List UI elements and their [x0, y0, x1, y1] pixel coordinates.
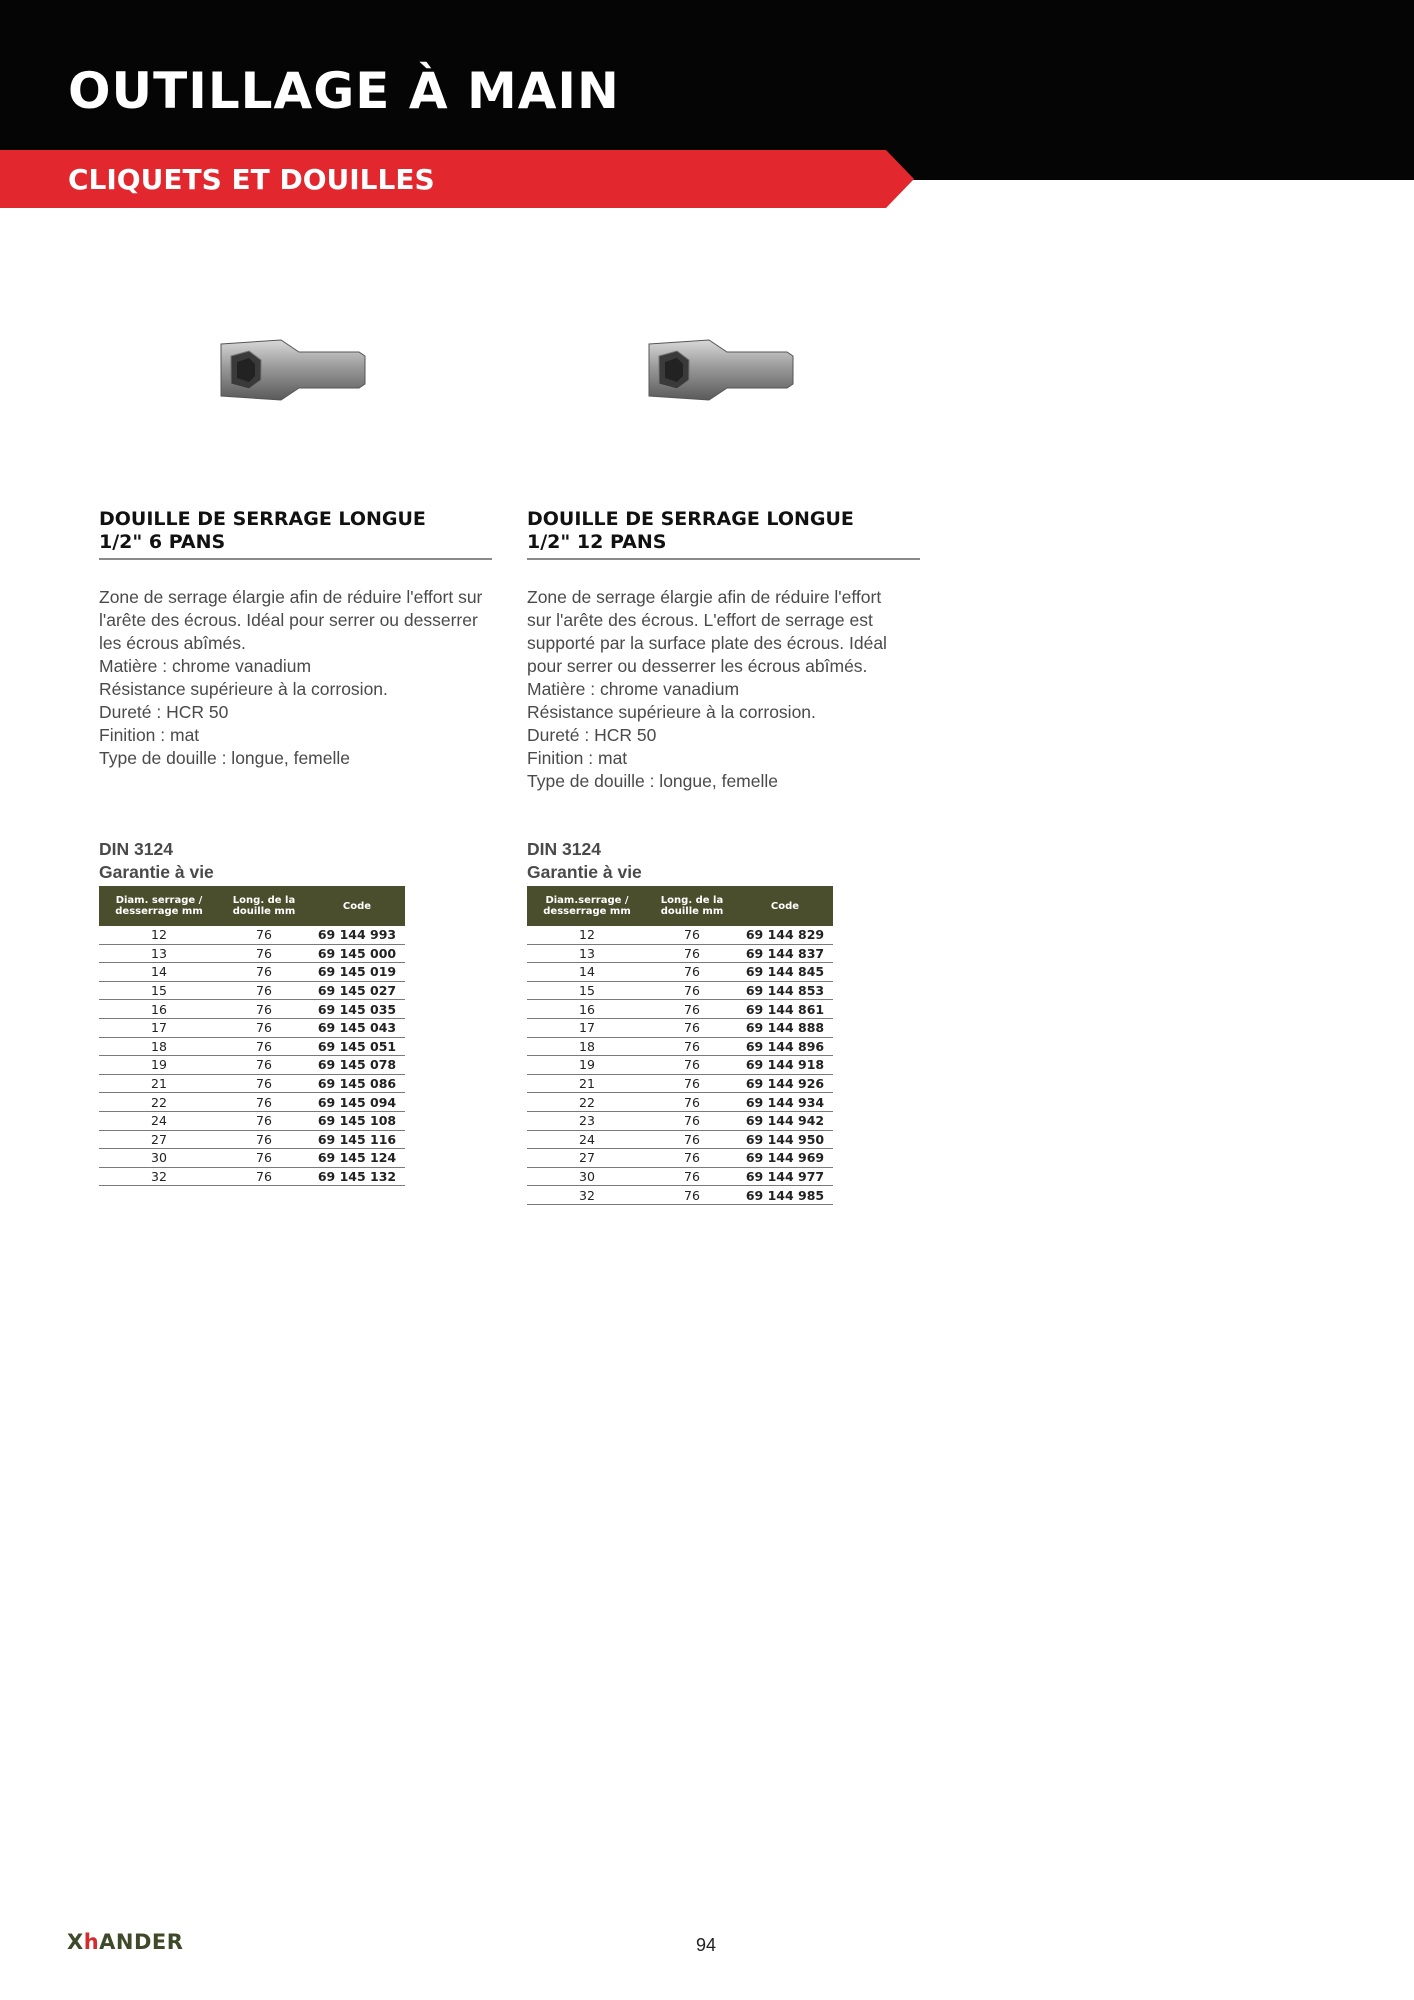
cell-length: 76	[219, 1018, 309, 1037]
cell-diameter: 30	[99, 1149, 219, 1168]
cell-diameter: 18	[527, 1037, 647, 1056]
cell-diameter: 12	[527, 926, 647, 944]
table-row	[527, 1167, 833, 1186]
table-row	[99, 1018, 405, 1037]
cell-diameter: 27	[99, 1130, 219, 1149]
cell-length: 76	[647, 1074, 737, 1093]
cell-diameter: 16	[527, 1000, 647, 1019]
table-header-row	[99, 886, 405, 926]
product-name	[527, 508, 920, 560]
cell-length: 76	[219, 1093, 309, 1112]
reference-table	[99, 886, 405, 1186]
cell-diameter: 12	[99, 926, 219, 944]
table-row	[99, 1111, 405, 1130]
cell-length: 76	[647, 1018, 737, 1037]
product-description	[99, 586, 494, 770]
cell-code: 69 145 051	[309, 1037, 405, 1056]
table-row	[99, 926, 405, 944]
column-header-code: Code	[737, 886, 833, 926]
cell-length: 76	[647, 926, 737, 944]
cell-code: 69 144 926	[737, 1074, 833, 1093]
cell-diameter: 16	[99, 1000, 219, 1019]
table-row	[99, 1037, 405, 1056]
cell-length: 76	[219, 1130, 309, 1149]
cell-length: 76	[219, 1056, 309, 1075]
page-title: OUTILLAGE À MAIN	[68, 62, 620, 120]
cell-length: 76	[647, 1037, 737, 1056]
table-row	[527, 1149, 833, 1168]
socket-12-pans-image	[637, 330, 837, 410]
description-line: l'arête des écrous. Idéal pour serrer ou desserrer	[99, 610, 478, 630]
cell-diameter: 19	[527, 1056, 647, 1075]
cell-code: 69 145 027	[309, 981, 405, 1000]
cell-diameter: 17	[99, 1018, 219, 1037]
cell-diameter: 14	[99, 963, 219, 982]
cell-code: 69 144 950	[737, 1130, 833, 1149]
table-row	[527, 1018, 833, 1037]
cell-diameter: 21	[527, 1074, 647, 1093]
table-row	[527, 981, 833, 1000]
cell-diameter: 15	[527, 981, 647, 1000]
column-header-diameter: Diam. serrage / desserrage mm	[99, 886, 219, 926]
product-name-line1: DOUILLE DE SERRAGE LONGUE	[99, 508, 426, 530]
table-row	[527, 1056, 833, 1075]
cell-code: 69 145 132	[309, 1167, 405, 1186]
description-line: Finition : mat	[527, 748, 628, 768]
cell-code: 69 145 043	[309, 1018, 405, 1037]
table-row	[527, 1037, 833, 1056]
logo-part: X	[67, 1930, 84, 1954]
column-header-length: Long. de la douille mm	[219, 886, 309, 926]
description-line: sur l'arête des écrous. L'effort de serrage est	[527, 610, 873, 630]
cell-diameter: 32	[527, 1186, 647, 1205]
cell-length: 76	[219, 944, 309, 963]
page-number: 94	[696, 1935, 717, 1955]
description-line: Zone de serrage élargie afin de réduire l'effort sur	[99, 587, 483, 607]
table-row	[527, 1130, 833, 1149]
table-row	[99, 944, 405, 963]
cell-diameter: 19	[99, 1056, 219, 1075]
cell-diameter: 14	[527, 963, 647, 982]
table-row	[99, 1093, 405, 1112]
table-row	[527, 1000, 833, 1019]
cell-length: 76	[219, 981, 309, 1000]
cell-diameter: 15	[99, 981, 219, 1000]
cell-length: 76	[647, 1149, 737, 1168]
norm-label: DIN 3124	[99, 839, 173, 859]
table-body	[99, 926, 405, 1186]
spec-block	[99, 838, 494, 1186]
reference-table	[527, 886, 833, 1205]
cell-diameter: 18	[99, 1037, 219, 1056]
table-row	[99, 981, 405, 1000]
description-line: pour serrer ou desserrer les écrous abîmés.	[527, 656, 868, 676]
column-header-length: Long. de la douille mm	[647, 886, 737, 926]
cell-code: 69 144 993	[309, 926, 405, 944]
cell-diameter: 22	[527, 1093, 647, 1112]
cell-code: 69 144 934	[737, 1093, 833, 1112]
table-row	[527, 926, 833, 944]
cell-length: 76	[647, 1000, 737, 1019]
logo-part: h	[83, 1930, 100, 1954]
cell-diameter: 27	[527, 1149, 647, 1168]
cell-code: 69 144 861	[737, 1000, 833, 1019]
table-row	[527, 1093, 833, 1112]
column-header-code: Code	[309, 886, 405, 926]
table-row	[99, 1149, 405, 1168]
cell-length: 76	[219, 1074, 309, 1093]
table-row	[99, 1130, 405, 1149]
cell-code: 69 145 124	[309, 1149, 405, 1168]
table-row	[527, 944, 833, 963]
cell-code: 69 145 094	[309, 1093, 405, 1112]
cell-length: 76	[647, 963, 737, 982]
cell-diameter: 21	[99, 1074, 219, 1093]
table-row	[99, 1056, 405, 1075]
cell-length: 76	[647, 1167, 737, 1186]
cell-code: 69 145 108	[309, 1111, 405, 1130]
cell-code: 69 144 837	[737, 944, 833, 963]
cell-diameter: 17	[527, 1018, 647, 1037]
cell-diameter: 32	[99, 1167, 219, 1186]
description-line: Matière : chrome vanadium	[527, 679, 740, 699]
description-line: Résistance supérieure à la corrosion.	[527, 702, 816, 722]
cell-length: 76	[219, 1037, 309, 1056]
brand-logo	[67, 1930, 183, 1954]
spec-block	[527, 838, 922, 1205]
section-title: CLIQUETS ET DOUILLES	[68, 163, 435, 196]
cell-diameter: 22	[99, 1093, 219, 1112]
table-row	[527, 1186, 833, 1205]
cell-length: 76	[647, 1093, 737, 1112]
table-row	[99, 1074, 405, 1093]
description-line: Dureté : HCR 50	[99, 702, 229, 722]
cell-length: 76	[219, 963, 309, 982]
table-row	[99, 963, 405, 982]
product-name	[99, 508, 492, 560]
product-name-line2: 1/2" 6 PANS	[99, 531, 226, 553]
description-line: supporté par la surface plate des écrous. Idéal	[527, 633, 887, 653]
cell-diameter: 13	[99, 944, 219, 963]
cell-code: 69 144 845	[737, 963, 833, 982]
norm-label: DIN 3124	[527, 839, 601, 859]
cell-length: 76	[219, 926, 309, 944]
cell-code: 69 144 853	[737, 981, 833, 1000]
cell-length: 76	[219, 1111, 309, 1130]
logo-part: ANDER	[99, 1930, 184, 1954]
cell-length: 76	[219, 1167, 309, 1186]
cell-length: 76	[647, 1130, 737, 1149]
cell-code: 69 144 829	[737, 926, 833, 944]
cell-length: 76	[219, 1000, 309, 1019]
description-line: Zone de serrage élargie afin de réduire l'effort	[527, 587, 882, 607]
description-line: les écrous abîmés.	[99, 633, 246, 653]
cell-code: 69 144 969	[737, 1149, 833, 1168]
cell-diameter: 24	[99, 1111, 219, 1130]
cell-code: 69 145 078	[309, 1056, 405, 1075]
description-line: Type de douille : longue, femelle	[99, 748, 350, 768]
socket-6-pans-image	[209, 330, 409, 410]
table-row	[527, 963, 833, 982]
cell-code: 69 144 977	[737, 1167, 833, 1186]
guarantee-label: Garantie à vie	[527, 862, 642, 882]
column-header-diameter: Diam.serrage / desserrage mm	[527, 886, 647, 926]
guarantee-label: Garantie à vie	[99, 862, 214, 882]
cell-code: 69 145 035	[309, 1000, 405, 1019]
cell-code: 69 144 985	[737, 1186, 833, 1205]
cell-diameter: 30	[527, 1167, 647, 1186]
table-body	[527, 926, 833, 1204]
table-row	[527, 1111, 833, 1130]
cell-length: 76	[647, 1111, 737, 1130]
cell-code: 69 144 918	[737, 1056, 833, 1075]
product-name-line2: 1/2" 12 PANS	[527, 531, 667, 553]
table-header-row	[527, 886, 833, 926]
cell-code: 69 144 896	[737, 1037, 833, 1056]
description-line: Finition : mat	[99, 725, 200, 745]
description-line: Matière : chrome vanadium	[99, 656, 312, 676]
cell-code: 69 145 019	[309, 963, 405, 982]
cell-diameter: 24	[527, 1130, 647, 1149]
cell-code: 69 144 942	[737, 1111, 833, 1130]
product-description	[527, 586, 922, 793]
description-line: Résistance supérieure à la corrosion.	[99, 679, 388, 699]
cell-diameter: 23	[527, 1111, 647, 1130]
description-line: Type de douille : longue, femelle	[527, 771, 778, 791]
cell-length: 76	[647, 1186, 737, 1205]
table-row	[99, 1167, 405, 1186]
description-line: Dureté : HCR 50	[527, 725, 657, 745]
cell-length: 76	[647, 1056, 737, 1075]
cell-code: 69 145 000	[309, 944, 405, 963]
cell-length: 76	[647, 981, 737, 1000]
cell-diameter: 13	[527, 944, 647, 963]
cell-length: 76	[647, 944, 737, 963]
cell-code: 69 145 116	[309, 1130, 405, 1149]
cell-code: 69 144 888	[737, 1018, 833, 1037]
table-row	[99, 1000, 405, 1019]
product-name-line1: DOUILLE DE SERRAGE LONGUE	[527, 508, 854, 530]
cell-code: 69 145 086	[309, 1074, 405, 1093]
cell-length: 76	[219, 1149, 309, 1168]
table-row	[527, 1074, 833, 1093]
